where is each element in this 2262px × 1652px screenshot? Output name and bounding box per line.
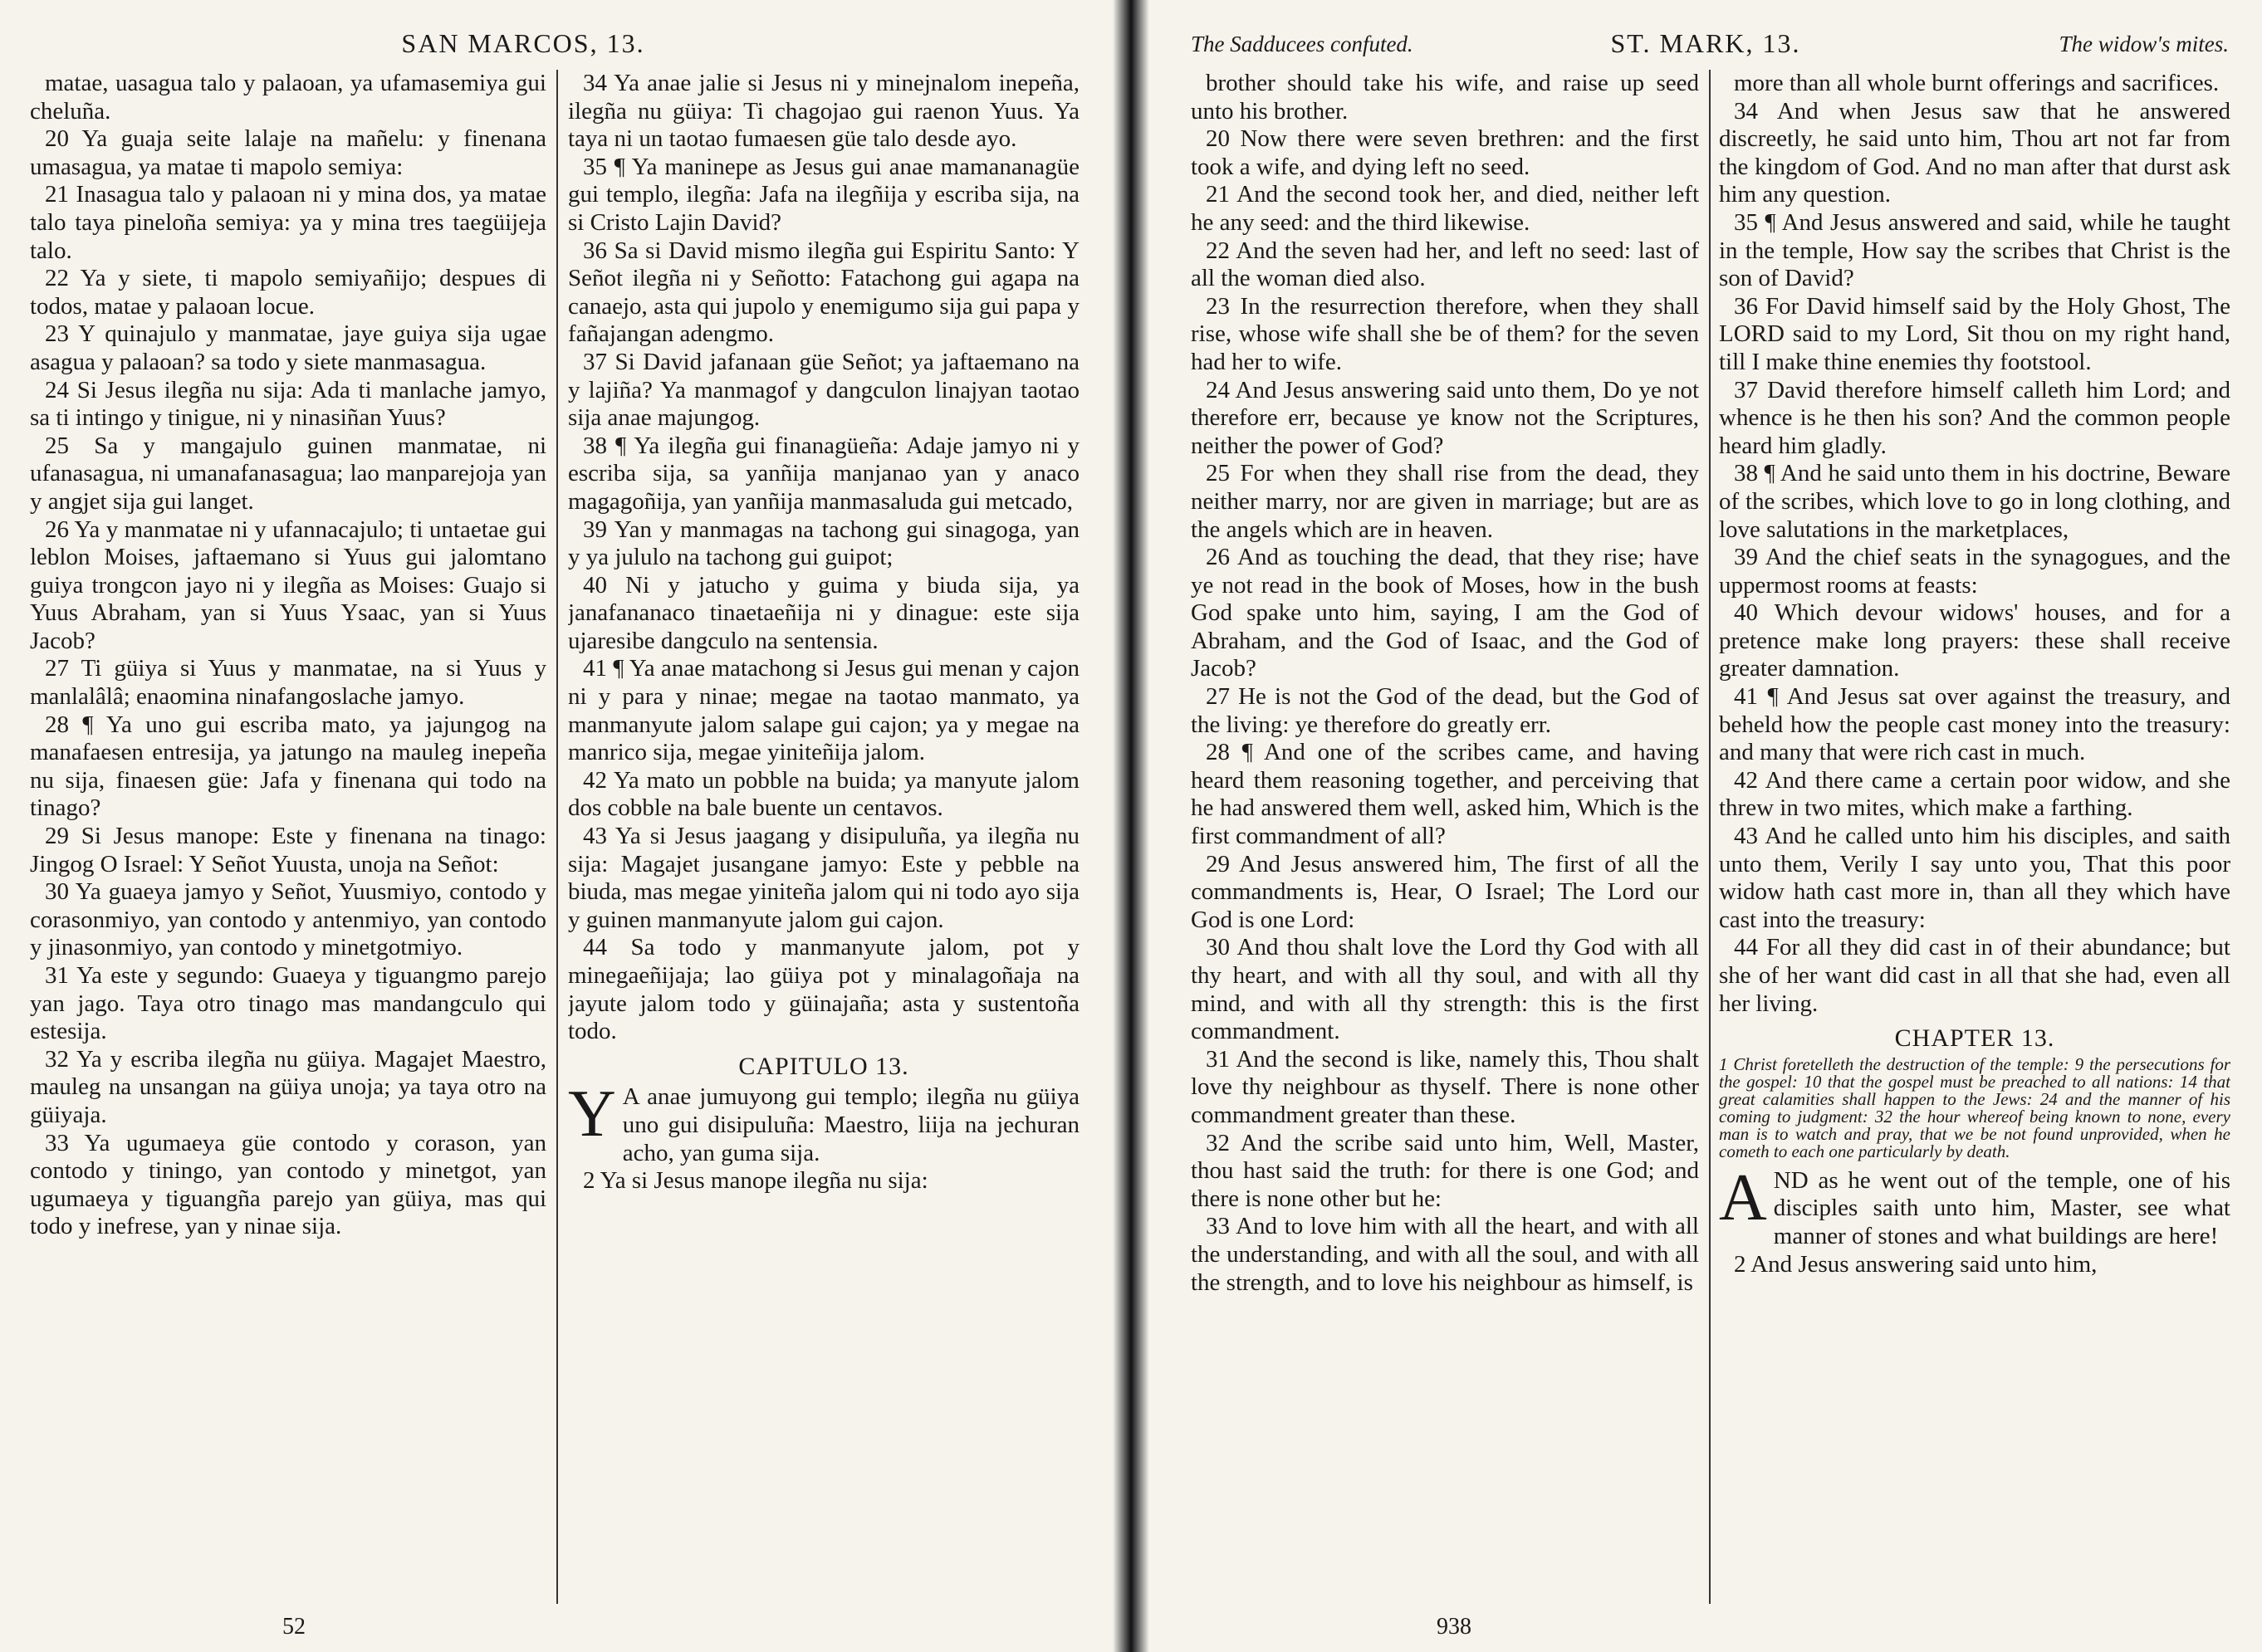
left-header-title: SAN MARCOS, 13. [401,28,645,58]
right-chapter-verse-2: 2 And Jesus answering said unto him, [1734,1250,2098,1278]
right-page-number: 938 [1437,1614,1471,1640]
left-running-header [0,28,1113,65]
verse: 30 Ya guaeya jamyo y Señot, Yuusmiyo, contodo y corasonmiyo, yan contodo y antenmiyo, yan contodo y jinasonmiyo, yan contodo y minetgotmiyo. [30,878,546,961]
verse: 42 And there came a certain poor widow, and she threw in two mites, which make a farthing. [1719,766,2230,822]
verse: 33 And to love him with all the heart, and with all the understanding, and with all the soul, and with all the strength, and to love his neighbour as himself, is [1191,1213,1699,1296]
verse: 34 Ya anae jalie si Jesus ni y minejnalom inepeña, ilegña nu güiya: Ti chagojao gui raenon Yuus. Ya taya ni un taotao fumaesen güe talo desde ayo. [568,70,1080,153]
verse: 40 Which devour widows' houses, and for a pretence make long prayers: these shall receive greater damnation. [1719,599,2230,682]
left-column-1 [30,70,546,1602]
verse: 21 And the second took her, and died, neither left he any seed: and the third likewise. [1191,181,1699,236]
left-column-2-verses [568,70,1080,1046]
verse: 36 Sa si David mismo ilegña gui Espiritu Santo: Y Señot ilegña ni y Señotto: Fatachong gui agapa na canaejo, asta qui jupolo y enemigumo sija gui papa y fañajangan adengmo. [568,237,1080,348]
right-chapter-title: CHAPTER 13. [1894,1024,2055,1053]
verse: 37 David therefore himself calleth him Lord; and whence is he then his son? And the common people heard him gladly. [1719,376,2230,459]
verse: 34 And when Jesus saw that he answered discreetly, he said unto him, Thou art not far from the kingdom of God. And no man after that durst ask him any question. [1719,97,2230,208]
right-column-1 [1191,70,1699,1602]
verse: 43 Ya si Jesus jaagang y disipuluña, ya ilegña nu sija: Magajet jusangane jamyo: Este y pebble na biuda, mas megae yiniteña jalom qui ni todo ayo sija y guinen manmanyute jalom gui cajon. [568,823,1080,933]
left-column-2 [568,70,1080,1602]
verse: 37 Si David jafanaan güe Señot; ya jaftaemano na y lajiña? Ya manmagof y dangculon linajyan taotao sija anae majungog. [568,348,1080,432]
verse: 25 For when they shall rise from the dead, they neither marry, nor are given in marriage; but are as the angels which are in heaven. [1191,460,1699,543]
verse: 26 Ya y manmatae ni y ufannacajulo; ti untaetae gui leblon Moises, jaftaemano si Yuus gui jalomtano guiya trongcon jayo ni y ilegña as Moises: Guajo si Yuus Abraham, yan si Yuus Ysaac, yan si Yuus Jacob? [30,516,546,654]
verse: 20 Now there were seven brethren: and the first took a wife, and dying left no seed. [1191,125,1699,180]
verse: 26 And as touching the dead, that they rise; have ye not read in the book of Moses, how in the bush God spake unto him, saying, I am the God of Abraham, and the God of Isaac, and the God of Jacob? [1191,544,1699,682]
right-chapter-summary: 1 Christ foretelleth the destruction of the temple: 9 the persecutions for the gospel: 10 that the gospel must be preached to all nations: 14 that great calamities shall happen to the Jews: 24 and the manner of his coming to judgment: 32 the hour whereof being known to none, every man is to watch and pray, that we be not found unprovided, when he cometh to each one particularly by death. [1719,1053,2230,1161]
left-page-number: 52 [282,1614,306,1640]
book-gutter [1113,0,1149,1652]
verse: brother should take his wife, and raise up seed unto his brother. [1191,70,1699,125]
verse: 39 Yan y manmagas na tachong gui sinagoga, yan y ya jululo na tachong gui guipot; [568,516,1080,571]
verse: 32 And the scribe said unto him, Well, Master, thou hast said the truth: for there is one God; and there is none other but he: [1191,1129,1699,1212]
right-header-title: ST. MARK, 13. [1610,28,1801,58]
verse: 23 In the resurrection therefore, when they shall rise, whose wife shall she be of them? for the seven had her to wife. [1191,292,1699,375]
left-chapter-opening [568,1078,1080,1167]
verse: 22 And the seven had her, and left no seed: last of all the woman died also. [1191,237,1699,292]
verse: 40 Ni y jatucho y guima y biuda sija, ya janafananaco tinaetaeñija ni y dinague: este sija ujaresibe dangculo na sentensia. [568,571,1080,654]
right-header-left: The Sadducees confuted. [1191,32,1413,56]
verse: 32 Ya y escriba ilegña nu güiya. Magajet Maestro, mauleg na unsangan na güiya unoja; ya taya otro na güiyaja. [30,1045,546,1128]
verse: 35 ¶ Ya maninepe as Jesus gui anae mamananagüe gui templo, ilegña: Jafa na ilegñija y escriba sija, na si Cristo Lajin David? [568,153,1080,236]
verse: more than all whole burnt offerings and sacrifices. [1734,70,2220,96]
verse: 44 Sa todo y manmanyute jalom, pot y minegaeñijaja; lao güiya pot y minalagoñaja na jayute jalom todo y güinajaña; asta y sustentoña todo. [568,934,1080,1045]
verse: 20 Ya guaja seite lalaje na mañelu: y finenana umasagua, ya matae ti mapolo semiya: [30,125,546,180]
verse: 43 And he called unto him his disciples, and saith unto them, Verily I say unto you, That this poor widow hath cast more in, than all they which have cast into the treasury: [1719,823,2230,933]
verse: 29 And Jesus answered him, The first of all the commandments is, Hear, O Israel; The Lord our God is one Lord: [1191,850,1699,933]
left-dropcap: Y [568,1078,616,1151]
right-column-divider [1709,70,1711,1604]
verse: 31 And the second is like, namely this, Thou shalt love thy neighbour as thyself. There is none other commandment greater than these. [1191,1045,1699,1128]
right-dropcap: A [1719,1161,1767,1234]
verse: 29 Si Jesus manope: Este y finenana na tinago: Jingog O Israel: Y Señot Yuusta, unoja na Señot: [30,823,546,877]
verse: 24 Si Jesus ilegña nu sija: Ada ti manlache jamyo, sa ti intingo y tinigue, ni y ninasiñan Yuus? [30,376,546,432]
verse: 21 Inasagua talo y palaoan ni y mina dos, ya matae talo taya pineloña semiya: ya y mina tres taegüijeja talo. [30,181,546,264]
left-chapter-text: A anae jumuyong gui templo; ilegña nu güiya uno gui disipuluña: Maestro, liija na jechuran acho, yan guma sija. [622,1083,1080,1166]
verse: 27 Ti güiya si Yuus y manmatae, na si Yuus y manlalâlâ; enaomina ninafangoslache jamyo. [30,655,546,711]
right-chapter-opening [1719,1161,2230,1251]
verse: 42 Ya mato un pobble na buida; ya manyute jalom dos cobble na bale buente un centavos. [568,766,1080,822]
verse: 33 Ya ugumaeya güe contodo y corason, yan contodo y tiningo, yan contodo y minetgot, yan ugumaeya y tiguangña parejo yan güiya, mas qui todo y inefrese, yan y ninae sija. [30,1129,546,1240]
left-chapter-title: CAPITULO 13. [738,1052,909,1080]
verse: 24 And Jesus answering said unto them, Do ye not therefore err, because ye know not the Scriptures, neither the power of God? [1191,376,1699,459]
verse: 35 ¶ And Jesus answered and said, while he taught in the temple, How say the scribes that Christ is the son of David? [1719,208,2230,292]
verse: 23 Y quinajulo y manmatae, jaye guiya sija ugae asagua y palaoan? sa todo y siete manmasagua. [30,320,546,375]
verse: 39 And the chief seats in the synagogues, and the uppermost rooms at feasts: [1719,544,2230,599]
right-running-header [1149,28,2262,65]
right-page [1149,0,2262,1652]
verse: 25 Sa y mangajulo guinen manmatae, ni ufanasagua, ni umanafanasagua; lao manparejoja yan y angjet sija gui langet. [30,432,546,515]
left-column-divider [556,70,558,1604]
left-page [0,0,1113,1652]
right-header-right: The widow's mites. [2059,32,2229,56]
verse: 38 ¶ And he said unto them in his doctrine, Beware of the scribes, which love to go in long clothing, and love salutations in the marketplaces, [1719,460,2230,543]
verse: 36 For David himself said by the Holy Ghost, The LORD said to my Lord, Sit thou on my right hand, till I make thine enemies thy footstool. [1719,292,2230,375]
verse: 22 Ya y siete, ti mapolo semiyañijo; despues di todos, matae y palaoan locue. [30,265,546,320]
right-column-2-verses [1719,70,2230,1018]
right-chapter-text: ND as he went out of the temple, one of his disciples saith unto him, Master, see what manner of stones and what buildings are here! [1773,1166,2230,1249]
verse: 28 ¶ Ya uno gui escriba mato, ya jajungog na manafaesen entresija, ya jatungo na mauleg inepeña nu sija, finaesen güe: Jafa y finenana qui todo na tinago? [30,711,546,822]
verse: 41 ¶ And Jesus sat over against the treasury, and beheld how the people cast money into the treasury: and many that were rich cast in much. [1719,683,2230,766]
verse: 38 ¶ Ya ilegña gui finanagüeña: Adaje jamyo ni y escriba sija, sa yanñija manjanao yan y anaco magagoñija, yan yanñija manmasaluda gui metcado, [568,432,1080,515]
verse: matae, uasagua talo y palaoan, ya ufamasemiya gui cheluña. [30,70,546,125]
verse: 28 ¶ And one of the scribes came, and having heard them reasoning together, and perceiving that he had answered them well, asked him, Which is the first commandment of all? [1191,739,1699,850]
left-chapter-verse-2: 2 Ya si Jesus manope ilegña nu sija: [583,1167,928,1195]
verse: 31 Ya este y segundo: Guaeya y tiguangmo parejo yan jago. Taya otro tinago mas mandangculo qui estesija. [30,962,546,1045]
verse: 41 ¶ Ya anae matachong si Jesus gui menan y cajon ni y para y ninae; megae na taotao manmato, ya manmanyute jalom salape gui cajon; ya y megae na manrico sija, megae yiniteñija jalom. [568,655,1080,766]
verse: 30 And thou shalt love the Lord thy God with all thy heart, and with all thy soul, and with all thy mind, and with all thy strength: this is the first commandment. [1191,934,1699,1045]
right-column-2 [1719,70,2230,1602]
verse: 27 He is not the God of the dead, but the God of the living: ye therefore do greatly err. [1191,683,1699,738]
verse: 44 For all they did cast in of their abundance; but she of her want did cast in all that she had, even all her living. [1719,934,2230,1017]
